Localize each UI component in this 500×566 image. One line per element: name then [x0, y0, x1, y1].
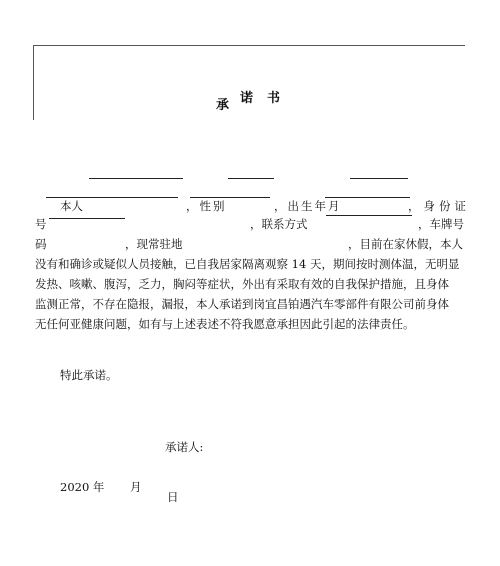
row1-birth-line — [325, 197, 410, 198]
blank-line-top-1 — [89, 178, 183, 179]
row2-id-line — [49, 218, 125, 219]
row2-contact-label: ，联系方式 — [250, 217, 308, 231]
row3-residence-label: ，现常驻地 — [125, 237, 183, 251]
paragraph-line-1: 没有和确诊或疑似人员接触，已自我居家隔离观察 14 天，期间按时测体温，无明显 — [35, 257, 460, 271]
closing-text: 特此承诺。 — [60, 368, 118, 382]
row1-name-label: 本人 — [60, 199, 83, 213]
row1-birth-label: ，出生年月 — [274, 199, 342, 213]
row2-plate-label: ，车牌号 — [418, 217, 464, 231]
paragraph-line-2: 发热、咳嗽、腹泻，乏力，胸闷等症状，外出有采取有效的自我保护措施，且身体 — [35, 277, 449, 291]
row1-left-line — [46, 197, 178, 198]
blank-line-top-2 — [228, 178, 274, 179]
date-month: 月 — [130, 480, 142, 494]
row1-gender-line — [190, 197, 270, 198]
date-year: 2020 年 — [60, 480, 105, 494]
left-border-line — [33, 45, 34, 120]
row3-status-text: ，目前在家休假，本人 — [348, 237, 463, 251]
row1-id-label: ，身份证 — [408, 199, 470, 213]
row2-contact-line — [326, 215, 412, 216]
promiser-label: 承诺人: — [165, 440, 204, 454]
title-char-1: 承 — [216, 98, 230, 113]
row3-plate-suffix: 码 — [35, 237, 47, 251]
title-char-2: 诺 — [240, 91, 254, 106]
paragraph-line-4: 无任何亚健康问题，如有与上述表述不符我愿意承担因此引起的法律责任。 — [35, 317, 415, 331]
blank-line-top-3 — [350, 178, 408, 179]
top-border-line — [33, 45, 465, 46]
row2-id-suffix: 号 — [35, 217, 47, 231]
date-day: 日 — [167, 490, 179, 504]
row1-gender-label: ，性别 — [186, 199, 227, 213]
title-char-3: 书 — [267, 91, 281, 106]
paragraph-line-3: 监测正常，不存在隐报，漏报，本人承诺到岗宜昌铂遇汽车零部件有限公司前身体 — [35, 297, 449, 311]
